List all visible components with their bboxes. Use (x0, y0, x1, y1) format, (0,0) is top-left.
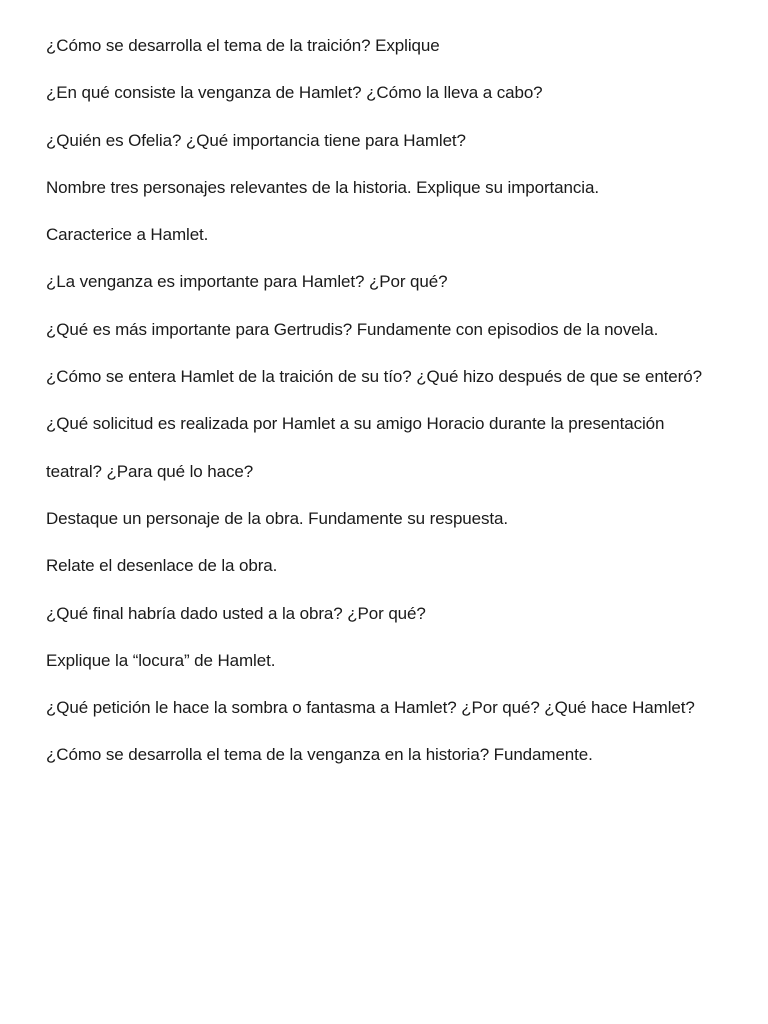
question-line: ¿Cómo se desarrolla el tema de la traición? Explique (46, 36, 440, 55)
question-line: Explique la “locura” de Hamlet. (46, 650, 276, 670)
question-list (46, 30, 746, 787)
question-line: ¿La venganza es importante para Hamlet? ¿Por qué? (46, 272, 448, 292)
question-line: ¿Cómo se entera Hamlet de la traición de su tío? ¿Qué hizo después de que se enteró? (46, 367, 702, 387)
question-line: ¿Qué solicitud es realizada por Hamlet a su amigo Horacio durante la presentación (46, 414, 665, 434)
question-line: ¿Qué petición le hace la sombra o fantasma a Hamlet? ¿Por qué? ¿Qué hace Hamlet? (46, 698, 695, 718)
question-line: Destaque un personaje de la obra. Fundamente su respuesta. (46, 508, 509, 528)
question-line: ¿Qué final habría dado usted a la obra? ¿Por qué? (46, 603, 426, 623)
question-line: teatral? ¿Para qué lo hace? (46, 461, 254, 481)
question-line: Relate el desenlace de la obra. (46, 556, 278, 576)
question-line: ¿Quién es Ofelia? ¿Qué importancia tiene para Hamlet? (46, 130, 466, 150)
question-line: Nombre tres personajes relevantes de la historia. Explique su importancia. (46, 177, 599, 197)
question-line: Caracterice a Hamlet. (46, 225, 209, 245)
question-line: ¿Cómo se desarrolla el tema de la venganza en la historia? Fundamente. (46, 745, 593, 765)
question-line: ¿Qué es más importante para Gertrudis? Fundamente con episodios de la novela. (46, 319, 659, 339)
question-line: ¿En qué consiste la venganza de Hamlet? ¿Cómo la lleva a cabo? (46, 83, 543, 103)
